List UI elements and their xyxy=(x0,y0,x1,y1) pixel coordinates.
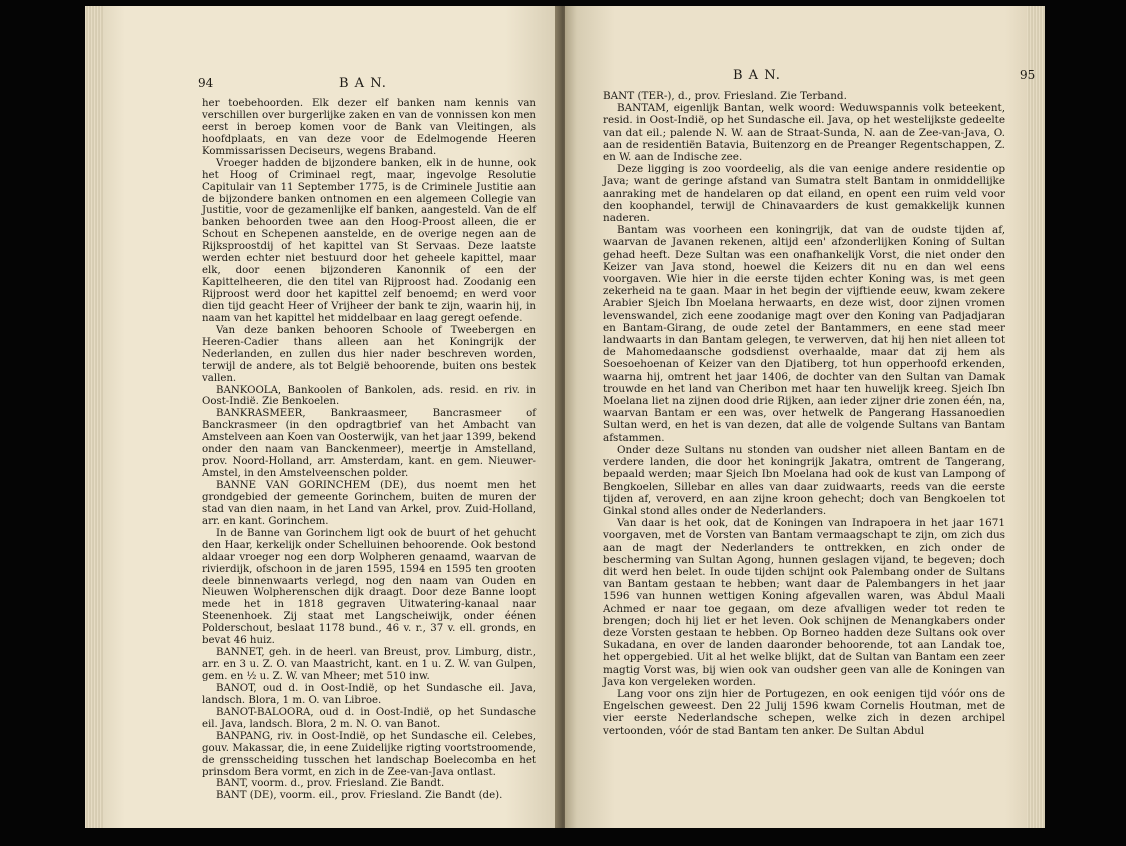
open-book xyxy=(85,6,1045,828)
right-page-edge xyxy=(1027,6,1045,828)
left-page-edge xyxy=(85,6,103,828)
paragraph: Bantam was voorheen een koningrijk, dat van de oudste tijden af, waarvan de Javanen rekenen, altijd een' afzonderlijken Koning of Sultan gehad heeft. Deze Sultan was een onafhankelijk Vorst, die niet onder den Keizer van Java stond, hoewel die Keizers dit nu en dan wel eens voorgaven. Wie hier in die eerste tijden echter Koning was, is met geen zekerheid na te gaan. Maar in het begin der vijftiende eeuw, kwam zekere Arabier Sjeich Ibn Moelana herwaarts, en deze wist, door zijnen vromen levenswandel, zich eene zoodanige magt over den Koning van Padjadjaran en Bantam-Girang, de oude zetel der Bantammers, en eene stad meer landwaarts in dan Bantam gelegen, te verwerven, dat hij hen niet alleen tot de Mahomedaansche godsdienst overhaalde, maar dat zij hem als Soesoehoenan of Keizer van den Djatiberg, tot hun opperhoofd erkenden, waarna hij, omtrent het jaar 1406, de dochter van den Sultan van Damak trouwde en het land van Cheribon met haar ten huwelijk kreeg. Sjeich Ibn Moelana liet na zijnen dood drie Rijken, aan ieder zijner drie zonen één, na, waarvan Bantam er een was, over hetwelk de Pangerang Hassanoedien Sultan werd, en het is van dezen, dat alle de volgende Sultans van Bantam afstammen. xyxy=(603,224,1005,444)
paragraph: Van deze banken behooren Schoole of Tweebergen en Heeren-Cadier thans alleen aan het Koningrijk der Nederlanden, en zullen dus hier nader beschreven worden, terwijl de andere, als tot België behoorende, buiten ons bestek vallen. xyxy=(202,324,536,384)
paragraph: Van daar is het ook, dat de Koningen van Indrapoera in het jaar 1671 voorgaven, met de Vorsten van Bantam vermaagschapt te zijn, om zich dus aan de magt der Nederlanders te onttrekken, en zich onder de bescherming van Sultan Agong, hunnen geslagen vijand, te begeven; doch dit werd hen belet. In oude tijden schijnt ook Palembang onder de Sultans van Bantam gestaan te hebben; want daar de Palembangers in het jaar 1596 van hunnen wettigen Koning afgevallen waren, was Abdul Maali Achmed er naar toe gegaan, om deze afvalligen weder tot reden te brengen; doch hij liet er het leven. Ook schijnen de Menangkabers onder deze Vorsten gestaan te hebben. Op Borneo hadden deze Sultans ook over Sukadana, en over de landen daaronder behoorende, tot aan Landak toe, het oppergebied. Uit al het welke blijkt, dat de Sultan van Bantam een zeer magtig Vorst was, bij wien ook van oudsher geen van alle de Koningen van Java kon vergeleken worden. xyxy=(603,517,1005,688)
left-page-number: 94 xyxy=(198,76,214,90)
left-page-body xyxy=(202,98,536,804)
paragraph: Deze ligging is zoo voordeelig, als die van eenige andere residentie op Java; want de geringe afstand van Sumatra stelt Bantam in onmiddellijke aanraking met de handelaren op dat eiland, en opent een ruim veld voor den koophandel, terwijl de Chinavaarders de kust gemakkelijk kunnen naderen. xyxy=(603,163,1005,225)
paragraph: BANKOOLA, Bankoolen of Bankolen, ads. resid. en riv. in Oost-Indië. Zie Benkoelen. xyxy=(202,384,536,408)
paragraph: BANNET, geh. in de heerl. van Breust, prov. Limburg, distr., arr. en 3 u. Z. O. van Maastricht, kant. en 1 u. Z. W. van Gulpen, gem. en ½ u. Z. W. van Mheer; met 510 inw. xyxy=(202,647,536,682)
left-running-head: B A N. xyxy=(339,76,387,91)
paragraph: BANOT, oud d. in Oost-Indië, op het Sundasche eil. Java, landsch. Blora, 1 m. O. van Libroe. xyxy=(202,682,536,706)
left-page xyxy=(85,6,560,828)
paragraph: BANT, voorm. d., prov. Friesland. Zie Bandt. xyxy=(216,778,445,790)
paragraph: BANKRASMEER, Bankraasmeer, Bancrasmeer of Banckrasmeer (in den opdragtbrief van het Ambacht van Amstelveen aan Koen van Oosterwijk, van het jaar 1399, bekend onder den naam van Banckenmeer), meertje in Amstelland, prov. Noord-Holland, arr. Amsterdam, kant. en gem. Nieuwer-Amstel, in den Amstelveenschen polder. xyxy=(202,408,536,480)
paragraph: Lang voor ons zijn hier de Portugezen, en ook eenigen tijd vóór ons de Engelschen geweest. Den 22 Julij 1596 kwam Cornelis Houtman, met de vier eerste Nederlandsche schepen, welke zich in dezen archipel vertoonden, vóór de stad Bantam ten anker. De Sultan Abdul xyxy=(603,687,1005,737)
right-page xyxy=(565,6,1045,828)
paragraph: BANT (TER-), d., prov. Friesland. Zie Terband. xyxy=(603,90,847,102)
right-running-head: B A N. xyxy=(733,68,781,83)
paragraph: Vroeger hadden de bijzondere banken, elk in de hunne, ook het Hoog of Criminael regt, maar, ingevolge Resolutie Capitulair van 11 September 1775, is de Criminele Justitie aan de bijzondere banken ontnomen en een algemeen Collegie van Justitie, voor de gezamenlijke elf banken, aangesteld. Van de elf banken behoorden twee aan den Hoog-Proost alleen, die er Schout en Schepenen aanstelde, en de overige negen aan de Rijksproostdij of het kapittel van St Servaas. Deze laatste werden echter niet bestuurd door het geheele kapittel, maar elk, door eenen bijzonderen Kanonnik of een der Kapittelheeren, die den titel van Rijproost had. Zoodanig een Rijproost werd door het kapittel zelf benoemd; en werd voor dien tijd geacht Heer of Vrijheer der bank te zijn, waarin hij, in naam van het kapittel het middelbaar en laag geregt oefende. xyxy=(202,157,536,324)
paragraph: BANOT-BALOORA, oud d. in Oost-Indië, op het Sundasche eil. Java, landsch. Blora, 2 m. N. O. van Banot. xyxy=(202,706,536,730)
right-page-number: 95 xyxy=(1020,68,1036,82)
paragraph: Onder deze Sultans nu stonden van oudsher niet alleen Bantam en de verdere landen, die door het koningrijk Jakatra, omtrent de Tangerang, bepaald werden; maar Sjeich Ibn Moelana had ook de kust van Lampong of Bengkoelen, Sillebar en alles van daar zuidwaarts, reeds van die eerste tijden af, veroverd, en aan zijne kroon gehecht; doch van Bengkoelen tot Ginkal stond alles onder de Nederlanders. xyxy=(603,443,1005,517)
paragraph: BANPANG, riv. in Oost-Indië, op het Sundasche eil. Celebes, gouv. Makassar, die, in eene Zuidelijke rigting voortstroomende, de grensscheiding tusschen het landschap Boelecomba en het prinsdom Bera vormt, en zich in de Zee-van-Java ontlast. xyxy=(202,730,536,778)
paragraph: In de Banne van Gorinchem ligt ook de buurt of het gehucht den Haar, kerkelijk onder Schelluinen behoorende. Ook bestond aldaar vroeger nog een dorp Wolpheren genaamd, waarvan de rivierdijk, ofschoon in de jaren 1595, 1594 en 1595 ten grooten deele binnenwaarts verlegd, nog den naam van Ouden en Nieuwen Wolpherenschen dijk draagt. Door deze Banne loopt mede het in 1818 gegraven Uitwatering-kanaal naar Steenenhoek. Zij staat met Langscheiwijk, onder éénen Polderschout, beslaat 1178 bund., 46 v. r., 37 v. ell. gronds, en bevat 46 huiz. xyxy=(202,527,536,647)
paragraph: her toebehoorden. Elk dezer elf banken nam kennis van verschillen over burgerlijke zaken en van de vonnissen kon men eerst in beroep komen voor de Bank van Vleitingen, als hoofdplaats, en van deze voor de Edelmogende Heeren Kommissarissen Deciseurs, wegens Braband. xyxy=(202,98,536,157)
paragraph: BANNE VAN GORINCHEM (DE), dus noemt men het grondgebied der gemeente Gorinchem, buiten de muren der stad van dien naam, in het Land van Arkel, prov. Zuid-Holland, arr. en kant. Gorinchem. xyxy=(202,480,536,527)
right-page-body xyxy=(603,90,1005,810)
paragraph: BANTAM, eigenlijk Bantan, welk woord: Weduwspannis volk beteekent, resid. in Oost-Indië, op het Sundasche eil. Java, op het westelijkste gedeelte van dat eil.; palende N. W. aan de Straat-Sunda, N. aan de Zee-van-Java, O. aan de residentiën Batavia, Buitenzorg en de Preanger Regentschappen, Z. en W. aan de Indische zee. xyxy=(603,102,1005,164)
paragraph: BANT (DE), voorm. eil., prov. Friesland. Zie Bandt (de). xyxy=(216,790,503,802)
